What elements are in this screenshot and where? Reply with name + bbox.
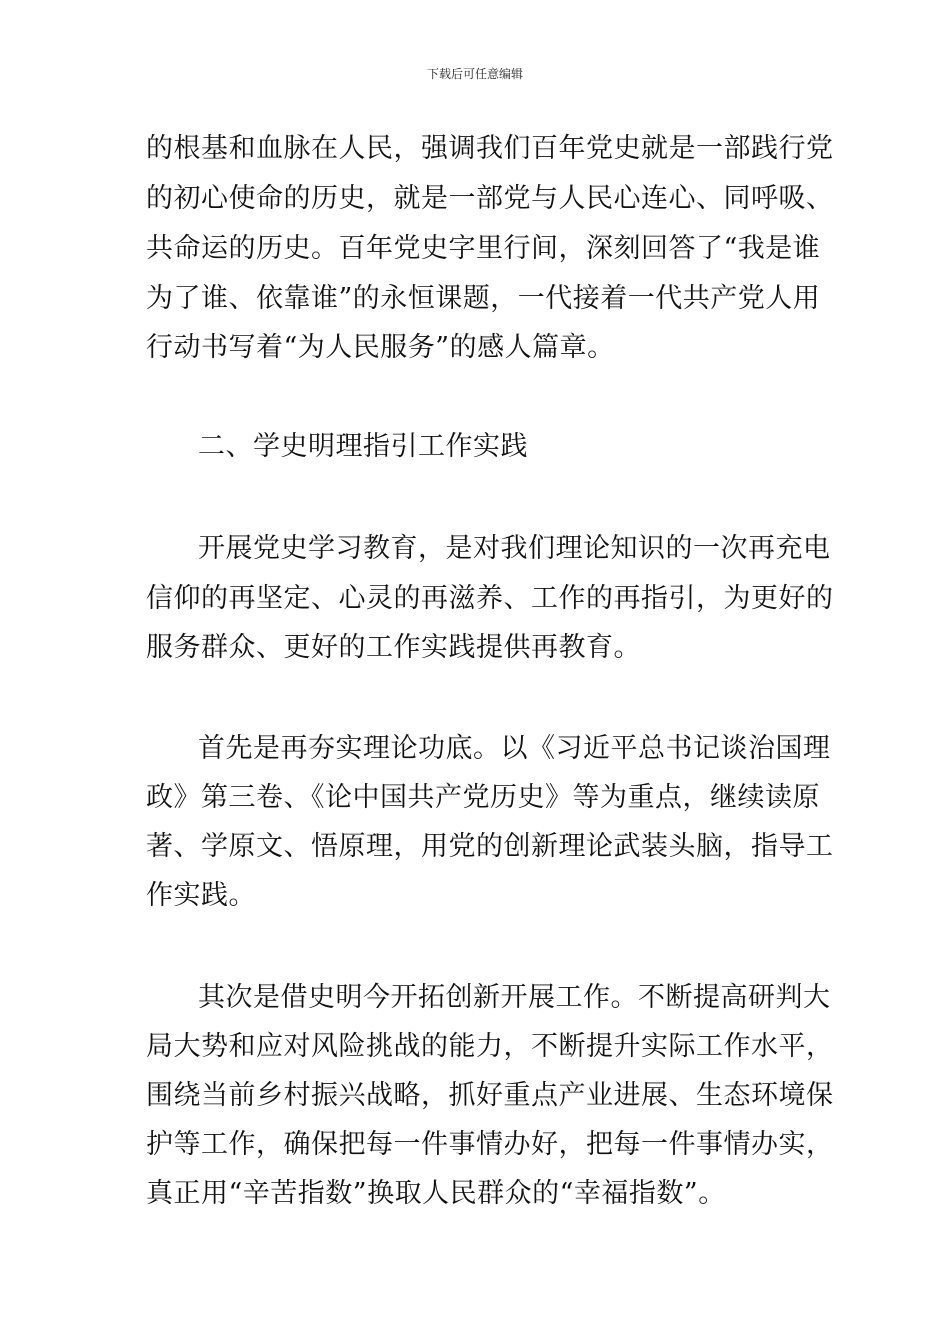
paragraph-4-line-5: 真正用“辛苦指数”换取人民群众的“幸福指数”。 (146, 1178, 726, 1209)
paragraph-1-line-1: 的根基和血脉在人民，强调我们百年党史就是一部践行党 (146, 133, 834, 164)
paragraph-3-line-4: 作实践。 (146, 880, 256, 911)
paragraph-1-line-4: 为了谁、依靠谁”的永恒课题，一代接着一代共产党人用 (146, 283, 821, 314)
paragraph-2-line-2: 信仰的再坚定、心灵的再滋养、工作的再指引，为更好的 (146, 583, 834, 614)
page-header-note: 下载后可任意编辑 (426, 67, 523, 81)
paragraph-4-line-2: 局大势和应对风险挑战的能力，不断提升实际工作水平， (146, 1031, 834, 1062)
paragraph-1-line-5: 行动书写着“为人民服务”的感人篇章。 (146, 332, 615, 363)
paragraph-1-line-2: 的初心使命的历史，就是一部党与人民心连心、同呼吸、 (146, 183, 834, 214)
paragraph-3-line-2: 政》第三卷、《论中国共产党历史》等为重点，继续读原 (146, 782, 820, 813)
paragraph-1-line-3: 共命运的历史。百年党史字里行间，深刻回答了“我是谁 (146, 233, 821, 264)
paragraph-2-line-3: 服务群众、更好的工作实践提供再教育。 (146, 632, 641, 663)
paragraph-2-line-1: 开展党史学习教育，是对我们理论知识的一次再充电 (198, 533, 831, 564)
paragraph-4-line-1: 其次是借史明今开拓创新开展工作。不断提高研判大 (198, 982, 831, 1013)
section-heading: 二、学史明理指引工作实践 (198, 431, 528, 462)
paragraph-3-line-1: 首先是再夯实理论功底。以《习近平总书记谈治国理 (198, 733, 831, 764)
paragraph-4-line-3: 围绕当前乡村振兴战略，抓好重点产业进展、生态环境保 (146, 1080, 834, 1111)
paragraph-3-line-3: 著、学原文、悟原理，用党的创新理论武装头脑，指导工 (146, 831, 834, 862)
paragraph-4-line-4: 护等工作，确保把每一件事情办好，把每一件事情办实， (146, 1129, 834, 1160)
